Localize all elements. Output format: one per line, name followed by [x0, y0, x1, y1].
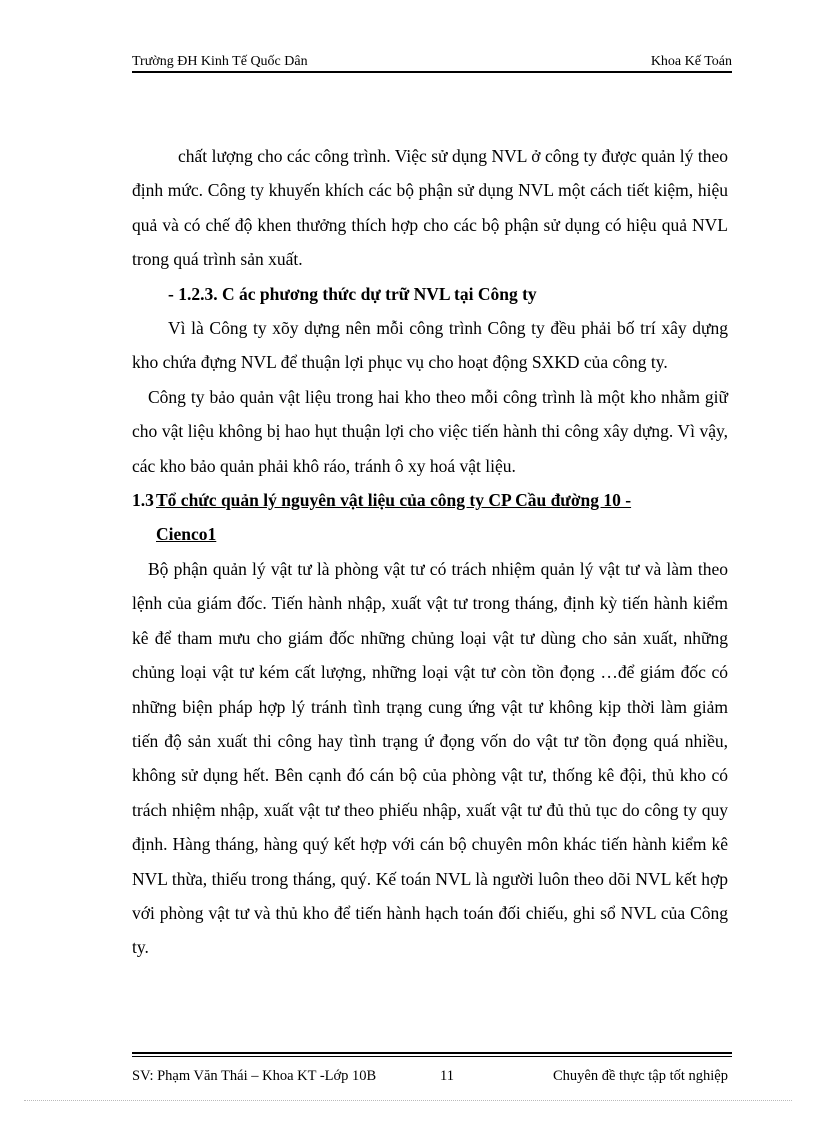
paragraph-quality: chất lượng cho các công trình. Việc sử dụng NVL ở công ty được quản lý theo định mức. Công ty khuyến khích các bộ phận sử dụng NVL một cách tiết kiệm, hiệu quả và có chế độ khen thưởng thích hợp cho các bộ phận sử dụng có hiệu quả NVL trong quá trình sản xuất.	[132, 146, 728, 270]
document-body	[132, 139, 728, 965]
section-heading	[132, 483, 728, 517]
section-number: 1.3	[132, 490, 154, 511]
paragraph-warehouse: Vì là Công ty xõy dựng nên mỗi công trình Công ty đều phải bố trí xây dựng kho chứa đựng NVL để thuận lợi phục vụ cho hoạt động SXKD của công ty.	[132, 318, 728, 373]
page-boundary-dotted	[24, 1100, 792, 1101]
footer-rule-thick	[132, 1052, 732, 1054]
page-header	[132, 54, 732, 73]
subheading-storage-methods: - 1.2.3. C ác phương thức dự trữ NVL tại Công ty	[168, 283, 537, 304]
footer-student: SV: Phạm Văn Thái – Khoa KT -Lớp 10B	[132, 1068, 377, 1084]
page-footer	[132, 1068, 732, 1088]
paragraph-management: Bộ phận quản lý vật tư là phòng vật tư có trách nhiệm quản lý vật tư và làm theo lệnh của giám đốc. Tiến hành nhập, xuất vật tư trong tháng, định kỳ tiến hành kiểm kê để tham mưu cho giám đốc những chủng loại vật tư dùng cho sản xuất, những chủng loại vật tư kém cất lượng, những loại vật tư còn tồn đọng …để giám đốc có những biện pháp hợp lý tránh tình trạng cung ứng vật tư không kịp thời làm giảm tiến độ sản xuất thi công hay tình trạng ứ đọng vốn do vật tư tồn đọng quá nhiều, không sử dụng hết. Bên cạnh đó cán bộ của phòng vật tư, thống kê đội, thủ kho có trách nhiệm nhập, xuất vật tư theo phiếu nhập, xuất vật tư đủ thủ tục do công ty quy định. Hàng tháng, hàng quý kết hợp với cán bộ chuyên môn khác tiến hành kiểm kê NVL thừa, thiếu trong tháng, quý. Kế toán NVL là người luôn theo dõi NVL kết hợp với phòng vật tư và thủ kho để tiến hành hạch toán đối chiếu, ghi sổ NVL của Công ty.	[132, 558, 728, 958]
section-title-line2: Cienco1	[156, 524, 217, 545]
section-title-line1: Tổ chức quản lý nguyên vật liệu của công ty CP Cầu đường 10 -	[156, 490, 632, 511]
header-faculty: Khoa Kế Toán	[650, 54, 732, 69]
page-number: 11	[440, 1068, 454, 1084]
footer-report-title: Chuyên đề thực tập tốt nghiệp	[553, 1068, 728, 1084]
paragraph-storage: Công ty bảo quản vật liệu trong hai kho theo mỗi công trình là một kho nhằm giữ cho vật liệu không bị hao hụt thuận lợi cho việc tiến hành thi công xây dựng. Vì vậy, các kho bảo quản phải khô ráo, tránh ô xy hoá vật liệu.	[132, 386, 728, 476]
header-university: Trường ĐH Kinh Tế Quốc Dân	[132, 54, 308, 69]
footer-rule-thin	[132, 1056, 732, 1057]
section-heading-continued	[132, 517, 728, 551]
